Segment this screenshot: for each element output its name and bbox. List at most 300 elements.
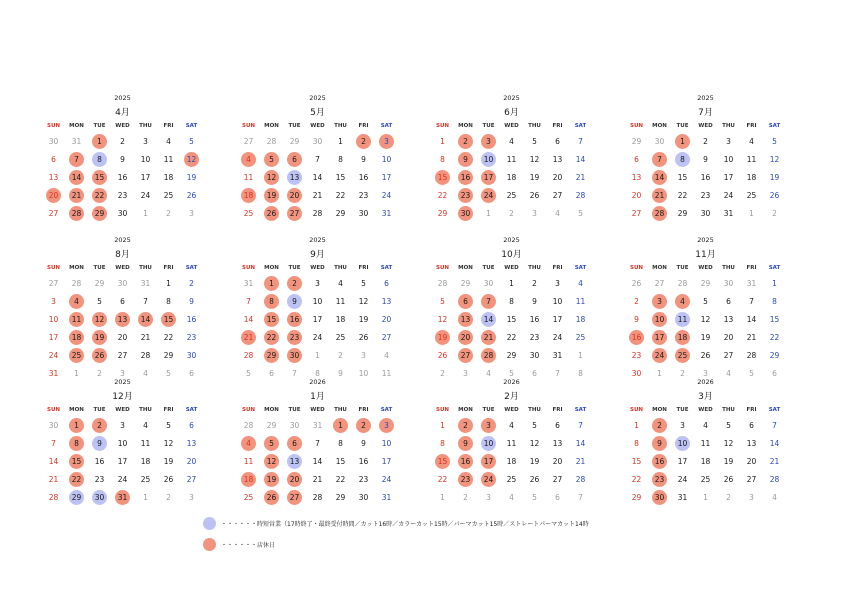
day-cell xyxy=(500,346,523,364)
day-cell xyxy=(500,204,523,222)
day-cell xyxy=(134,328,157,346)
day-cell xyxy=(546,416,569,434)
day-number: 14 xyxy=(140,314,151,324)
day-cell xyxy=(454,274,477,292)
day-number: 19 xyxy=(529,172,540,182)
day-cell xyxy=(546,204,569,222)
day-number: 10 xyxy=(358,368,369,378)
day-number: 10 xyxy=(723,154,734,164)
day-cell xyxy=(111,292,134,310)
day-cell xyxy=(523,416,546,434)
day-number: 18 xyxy=(243,190,254,200)
day-cell xyxy=(157,132,180,150)
day-number: 3 xyxy=(189,208,194,218)
legend-closed xyxy=(203,538,275,551)
day-cell xyxy=(740,470,763,488)
day-cell xyxy=(569,274,592,292)
day-number: 30 xyxy=(483,278,494,288)
day-number: 28 xyxy=(266,136,277,146)
day-number: 3 xyxy=(486,420,491,430)
weekday-header: FRI xyxy=(358,407,369,413)
day-cell xyxy=(648,346,671,364)
day-cell xyxy=(546,488,569,506)
day-number: 26 xyxy=(94,350,105,360)
day-cell xyxy=(454,328,477,346)
day-number: 6 xyxy=(555,136,560,146)
day-number: 28 xyxy=(312,208,323,218)
day-cell xyxy=(283,150,306,168)
day-cell xyxy=(329,274,352,292)
day-cell xyxy=(477,150,500,168)
weekday-header: SAT xyxy=(380,123,393,129)
day-cell xyxy=(237,470,260,488)
day-number: 23 xyxy=(117,190,128,200)
day-number: 10 xyxy=(381,438,392,448)
day-cell xyxy=(546,346,569,364)
day-number: 1 xyxy=(578,350,583,360)
day-number: 20 xyxy=(186,456,197,466)
day-number: 30 xyxy=(529,350,540,360)
day-number: 1 xyxy=(440,420,445,430)
day-number: 22 xyxy=(163,332,174,342)
day-number: 18 xyxy=(700,456,711,466)
day-number: 23 xyxy=(289,332,300,342)
day-number: 30 xyxy=(186,350,197,360)
day-number: 10 xyxy=(140,154,151,164)
day-number: 24 xyxy=(140,190,151,200)
day-number: 4 xyxy=(555,208,560,218)
day-cell xyxy=(260,470,283,488)
day-cell xyxy=(546,470,569,488)
day-number: 8 xyxy=(315,368,320,378)
day-cell xyxy=(65,150,88,168)
day-cell xyxy=(375,452,398,470)
day-cell xyxy=(111,328,134,346)
day-cell xyxy=(306,470,329,488)
day-cell xyxy=(717,186,740,204)
day-cell xyxy=(111,346,134,364)
day-number: 4 xyxy=(703,420,708,430)
day-cell xyxy=(134,310,157,328)
day-cell xyxy=(111,132,134,150)
day-number: 1 xyxy=(657,368,662,378)
day-cell xyxy=(569,150,592,168)
day-number: 2 xyxy=(361,420,366,430)
day-number: 29 xyxy=(266,420,277,430)
day-number: 4 xyxy=(772,492,777,502)
day-cell xyxy=(477,132,500,150)
day-cell xyxy=(134,168,157,186)
day-number: 8 xyxy=(578,368,583,378)
day-number: 18 xyxy=(163,172,174,182)
day-number: 2 xyxy=(680,368,685,378)
day-cell xyxy=(500,452,523,470)
day-cell xyxy=(569,346,592,364)
weekday-header: MON xyxy=(264,407,279,413)
day-cell xyxy=(717,434,740,452)
day-number: 30 xyxy=(94,492,105,502)
day-number: 1 xyxy=(315,350,320,360)
day-cell xyxy=(454,346,477,364)
day-number: 3 xyxy=(532,208,537,218)
day-cell xyxy=(763,274,786,292)
day-cell xyxy=(65,310,88,328)
day-number: 25 xyxy=(243,208,254,218)
month-year: 2025 xyxy=(114,94,131,102)
day-number: 20 xyxy=(552,172,563,182)
day-number: 3 xyxy=(486,492,491,502)
day-cell xyxy=(65,168,88,186)
day-number: 13 xyxy=(289,456,300,466)
day-cell xyxy=(648,204,671,222)
day-cell xyxy=(42,416,65,434)
day-cell xyxy=(477,204,500,222)
day-number: 22 xyxy=(335,474,346,484)
month-block xyxy=(237,92,398,222)
day-number: 9 xyxy=(361,154,366,164)
day-cell xyxy=(283,292,306,310)
day-number: 13 xyxy=(631,172,642,182)
day-number: 29 xyxy=(71,492,82,502)
day-cell xyxy=(569,488,592,506)
day-cell xyxy=(42,168,65,186)
day-number: 21 xyxy=(654,190,665,200)
day-number: 2 xyxy=(657,420,662,430)
weekday-header: SUN xyxy=(46,407,61,413)
day-cell xyxy=(523,310,546,328)
day-cell xyxy=(111,204,134,222)
day-cell xyxy=(625,434,648,452)
day-cell xyxy=(671,452,694,470)
day-number: 15 xyxy=(506,314,517,324)
day-number: 27 xyxy=(723,350,734,360)
day-number: 29 xyxy=(769,350,780,360)
day-cell xyxy=(157,488,180,506)
day-cell xyxy=(260,132,283,150)
day-cell xyxy=(237,204,260,222)
day-cell xyxy=(306,452,329,470)
day-cell xyxy=(717,274,740,292)
day-cell xyxy=(65,292,88,310)
day-number: 12 xyxy=(769,154,780,164)
day-cell xyxy=(431,434,454,452)
day-cell xyxy=(180,470,203,488)
day-cell xyxy=(260,328,283,346)
day-cell xyxy=(65,346,88,364)
day-number: 3 xyxy=(51,296,56,306)
day-number: 14 xyxy=(312,172,323,182)
day-cell xyxy=(546,310,569,328)
day-cell xyxy=(454,452,477,470)
day-number: 28 xyxy=(575,190,586,200)
day-cell xyxy=(546,132,569,150)
day-number: 16 xyxy=(186,314,197,324)
weekday-header: SAT xyxy=(768,123,781,129)
day-number: 5 xyxy=(269,154,274,164)
day-cell xyxy=(694,328,717,346)
day-cell xyxy=(42,328,65,346)
day-cell xyxy=(283,132,306,150)
day-number: 18 xyxy=(746,172,757,182)
weekday-header: SUN xyxy=(241,407,256,413)
weekday-header: WED xyxy=(115,123,130,129)
day-number: 15 xyxy=(94,172,105,182)
day-number: 1 xyxy=(772,278,777,288)
day-number: 10 xyxy=(483,438,494,448)
weekday-header: THU xyxy=(334,407,347,413)
day-cell xyxy=(237,488,260,506)
day-number: 27 xyxy=(631,208,642,218)
day-number: 1 xyxy=(749,208,754,218)
day-number: 22 xyxy=(437,474,448,484)
day-number: 2 xyxy=(292,278,297,288)
day-number: 21 xyxy=(71,190,82,200)
day-number: 11 xyxy=(677,314,688,324)
day-cell xyxy=(329,452,352,470)
day-cell xyxy=(157,292,180,310)
day-number: 22 xyxy=(677,190,688,200)
day-cell xyxy=(648,292,671,310)
day-number: 14 xyxy=(654,172,665,182)
day-number: 29 xyxy=(631,492,642,502)
day-number: 3 xyxy=(143,136,148,146)
day-number: 6 xyxy=(189,368,194,378)
day-number: 31 xyxy=(381,492,392,502)
day-number: 4 xyxy=(338,278,343,288)
day-number: 15 xyxy=(437,172,448,182)
day-cell xyxy=(180,434,203,452)
weekday-header: TUE xyxy=(676,265,689,271)
day-number: 28 xyxy=(677,278,688,288)
day-number: 14 xyxy=(746,314,757,324)
day-number: 14 xyxy=(48,456,59,466)
day-number: 15 xyxy=(769,314,780,324)
day-cell xyxy=(740,310,763,328)
day-cell xyxy=(671,346,694,364)
day-number: 30 xyxy=(700,208,711,218)
day-number: 28 xyxy=(746,350,757,360)
day-number: 1 xyxy=(509,278,514,288)
day-number: 18 xyxy=(575,314,586,324)
weekday-header: SAT xyxy=(185,123,198,129)
day-number: 30 xyxy=(631,368,642,378)
day-cell xyxy=(352,434,375,452)
day-cell xyxy=(111,186,134,204)
month-grid xyxy=(625,404,786,506)
day-cell xyxy=(454,292,477,310)
day-cell xyxy=(157,328,180,346)
day-cell xyxy=(454,434,477,452)
month-year: 2026 xyxy=(309,378,326,386)
day-cell xyxy=(157,150,180,168)
legend-closed-text: ・・・・・・店休日 xyxy=(221,542,276,549)
day-cell xyxy=(694,346,717,364)
day-number: 25 xyxy=(506,474,517,484)
day-cell xyxy=(157,204,180,222)
day-cell xyxy=(763,346,786,364)
day-cell xyxy=(648,416,671,434)
day-number: 5 xyxy=(246,368,251,378)
day-number: 19 xyxy=(186,172,197,182)
day-cell xyxy=(740,132,763,150)
weekday-header: THU xyxy=(139,407,152,413)
day-cell xyxy=(306,292,329,310)
day-number: 6 xyxy=(726,296,731,306)
weekday-header: SAT xyxy=(574,265,587,271)
day-cell xyxy=(237,346,260,364)
day-number: 9 xyxy=(532,296,537,306)
day-number: 27 xyxy=(552,190,563,200)
day-cell xyxy=(329,470,352,488)
day-cell xyxy=(260,292,283,310)
day-cell xyxy=(329,346,352,364)
day-cell xyxy=(283,434,306,452)
day-number: 19 xyxy=(163,456,174,466)
day-cell xyxy=(237,434,260,452)
weekday-header: SAT xyxy=(768,407,781,413)
day-cell xyxy=(111,488,134,506)
day-number: 13 xyxy=(48,172,59,182)
day-number: 4 xyxy=(578,278,583,288)
day-cell xyxy=(375,488,398,506)
day-number: 5 xyxy=(749,368,754,378)
day-number: 3 xyxy=(315,278,320,288)
weekday-header: THU xyxy=(722,407,735,413)
month-grid xyxy=(42,120,203,222)
day-number: 23 xyxy=(654,474,665,484)
weekday-header: FRI xyxy=(746,407,757,413)
day-cell xyxy=(454,416,477,434)
weekday-header: MON xyxy=(652,407,667,413)
weekday-header: SUN xyxy=(435,265,450,271)
month-block xyxy=(42,92,203,222)
day-number: 2 xyxy=(463,492,468,502)
day-cell xyxy=(763,310,786,328)
day-cell xyxy=(42,274,65,292)
day-cell xyxy=(740,186,763,204)
day-cell xyxy=(671,470,694,488)
day-number: 20 xyxy=(289,190,300,200)
day-number: 21 xyxy=(769,456,780,466)
weekday-header: THU xyxy=(528,407,541,413)
day-cell xyxy=(88,470,111,488)
day-number: 1 xyxy=(680,136,685,146)
day-number: 19 xyxy=(266,474,277,484)
day-cell xyxy=(134,292,157,310)
day-number: 7 xyxy=(143,296,148,306)
day-number: 27 xyxy=(460,350,471,360)
month-grid xyxy=(237,120,398,222)
day-number: 11 xyxy=(575,296,586,306)
day-cell xyxy=(523,452,546,470)
day-cell xyxy=(306,434,329,452)
day-number: 24 xyxy=(483,190,494,200)
day-cell xyxy=(42,186,65,204)
day-number: 6 xyxy=(772,368,777,378)
day-number: 20 xyxy=(381,314,392,324)
day-cell xyxy=(431,470,454,488)
day-number: 6 xyxy=(51,154,56,164)
day-cell xyxy=(237,186,260,204)
day-number: 12 xyxy=(94,314,105,324)
day-number: 9 xyxy=(703,154,708,164)
day-cell xyxy=(306,416,329,434)
day-cell xyxy=(111,274,134,292)
day-cell xyxy=(431,488,454,506)
day-cell xyxy=(523,470,546,488)
day-number: 16 xyxy=(460,456,471,466)
day-cell xyxy=(134,150,157,168)
day-cell xyxy=(694,434,717,452)
day-number: 5 xyxy=(269,438,274,448)
day-number: 17 xyxy=(483,456,494,466)
day-cell xyxy=(569,328,592,346)
day-number: 31 xyxy=(746,278,757,288)
day-cell xyxy=(740,434,763,452)
day-cell xyxy=(111,434,134,452)
day-number: 20 xyxy=(552,456,563,466)
day-cell xyxy=(740,328,763,346)
day-cell xyxy=(500,186,523,204)
day-cell xyxy=(717,328,740,346)
day-cell xyxy=(625,150,648,168)
day-number: 3 xyxy=(726,136,731,146)
weekday-header: MON xyxy=(652,265,667,271)
day-number: 30 xyxy=(289,420,300,430)
day-number: 8 xyxy=(772,296,777,306)
day-cell xyxy=(329,168,352,186)
day-number: 31 xyxy=(117,492,128,502)
day-number: 13 xyxy=(381,296,392,306)
day-number: 5 xyxy=(532,420,537,430)
day-number: 24 xyxy=(381,190,392,200)
weekday-header: FRI xyxy=(358,123,369,129)
month-year: 2025 xyxy=(697,94,714,102)
day-number: 6 xyxy=(384,278,389,288)
day-number: 2 xyxy=(772,208,777,218)
weekday-header: TUE xyxy=(676,123,689,129)
day-cell xyxy=(546,434,569,452)
day-cell xyxy=(180,328,203,346)
day-number: 5 xyxy=(361,278,366,288)
weekday-header: MON xyxy=(264,265,279,271)
day-number: 26 xyxy=(700,350,711,360)
day-cell xyxy=(134,488,157,506)
day-cell xyxy=(375,328,398,346)
day-cell xyxy=(569,310,592,328)
weekday-header: MON xyxy=(264,123,279,129)
weekday-header: TUE xyxy=(93,123,106,129)
day-cell xyxy=(65,132,88,150)
day-number: 8 xyxy=(509,296,514,306)
day-cell xyxy=(283,452,306,470)
day-number: 3 xyxy=(703,368,708,378)
day-number: 19 xyxy=(94,332,105,342)
day-number: 23 xyxy=(94,474,105,484)
day-cell xyxy=(65,452,88,470)
day-number: 6 xyxy=(292,438,297,448)
day-cell xyxy=(65,274,88,292)
day-number: 26 xyxy=(266,492,277,502)
weekday-header: WED xyxy=(504,123,519,129)
day-cell xyxy=(375,204,398,222)
day-number: 12 xyxy=(437,314,448,324)
day-cell xyxy=(740,416,763,434)
day-number: 8 xyxy=(338,438,343,448)
day-cell xyxy=(477,186,500,204)
month-grid xyxy=(625,262,786,382)
month-grid xyxy=(431,120,592,222)
